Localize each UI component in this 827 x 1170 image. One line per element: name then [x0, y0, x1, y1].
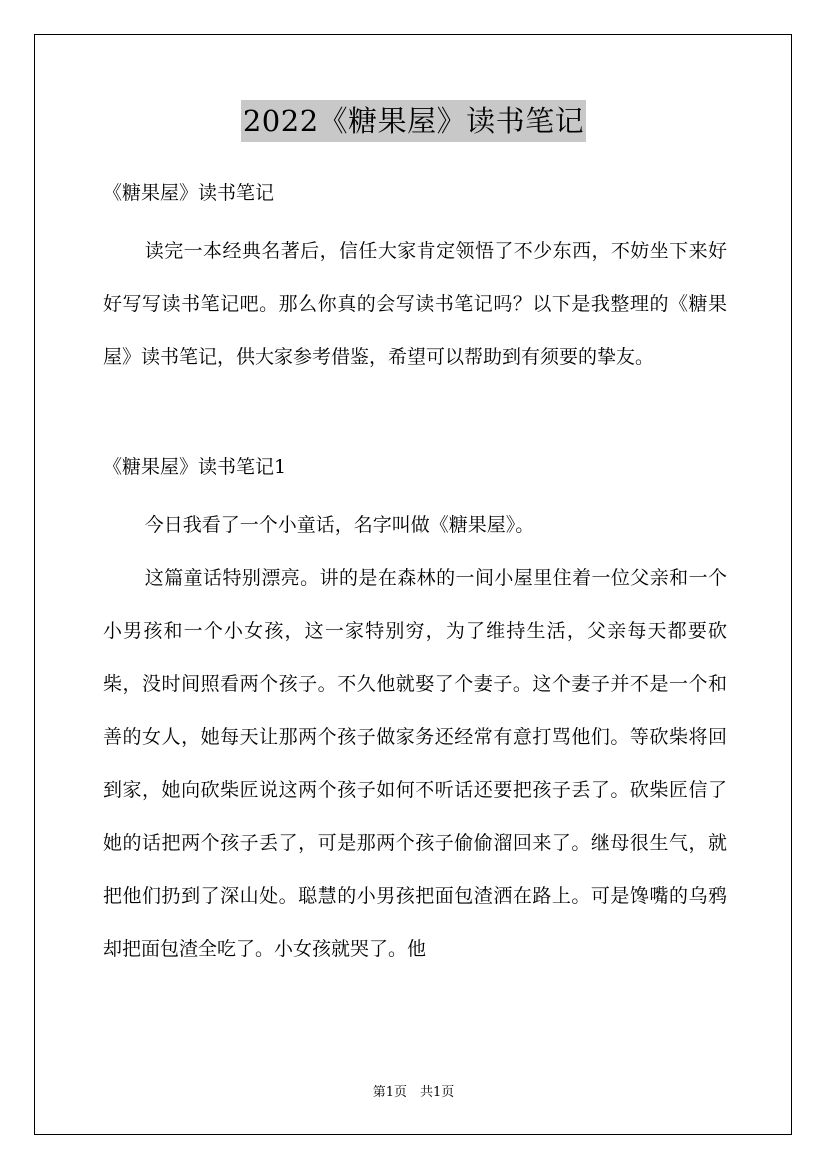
section-paragraph: 今日我看了一个小童话，名字叫做《糖果屋》。: [144, 514, 535, 536]
spacer: [103, 384, 727, 447]
title-container: [0, 100, 827, 142]
section-heading: 《糖果屋》读书笔记1: [103, 456, 287, 478]
document-title: 2022《糖果屋》读书笔记: [241, 100, 586, 142]
spacer: [103, 487, 727, 499]
intro-paragraph: 读完一本经典名著后，信任大家肯定领悟了不少东西，不妨坐下来好好写写读书笔记吧。那么你真的会写读书笔记吗？以下是我整理的《糖果屋》读书笔记，供大家参考借鉴，希望可以帮助到有须要的挚友。: [103, 240, 727, 368]
document-body: [103, 173, 727, 976]
intro-heading: 《糖果屋》读书笔记: [103, 182, 275, 204]
spacer: [103, 213, 727, 225]
section-paragraph: 这篇童话特别漂亮。讲的是在森林的一间小屋里住着一位父亲和一个小男孩和一个小女孩，这一家特别穷，为了维持生活，父亲每天都要砍柴，没时间照看两个孩子。不久他就娶了个妻子。这个妻子并不是一个和善的女人，她每天让那两个孩子做家务还经常有意打骂他们。等砍柴将回到家，她向砍柴匠说这两个孩子如何不听话还要把孩子丢了。砍柴匠信了她的话把两个孩子丢了，可是那两个孩子偷偷溜回来了。继母很生气，就把他们扔到了深山处。聪慧的小男孩把面包渣洒在路上。可是馋嘴的乌鸦却把面包渣全吃了。小女孩就哭了。他: [103, 567, 727, 960]
page-footer: 第1页 共1页: [372, 1085, 455, 1100]
